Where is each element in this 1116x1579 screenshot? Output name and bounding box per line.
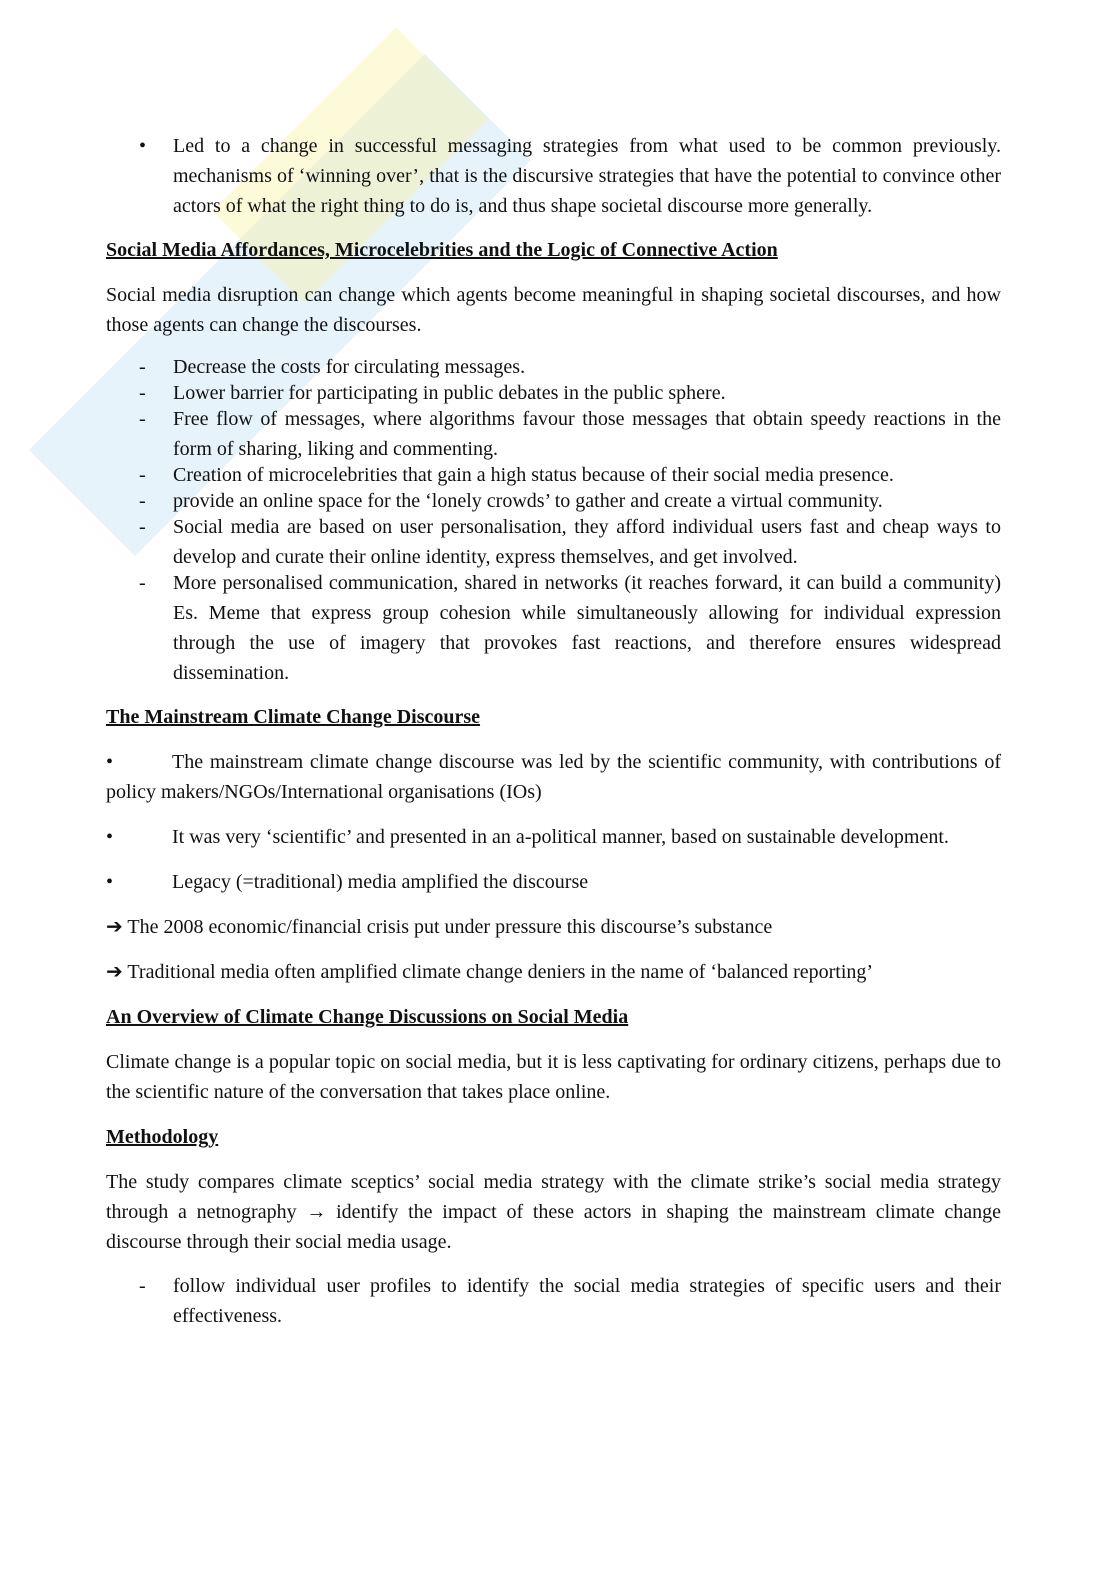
section-heading: An Overview of Climate Change Discussions on Social Media — [106, 1006, 629, 1028]
dash-icon: - — [139, 1275, 146, 1297]
list-item-text: Decrease the costs for circulating messages. — [173, 356, 526, 378]
list-item-text: Creation of microcelebrities that gain a high status because of their social media presence. — [173, 464, 894, 486]
arrow-icon: ➔ — [106, 916, 123, 938]
paragraph-text: The study compares climate sceptics’ social media strategy with the climate strike’s social media strategy through a netnography — [106, 1171, 1001, 1223]
list-item-text: Social media are based on user personalisation, they afford individual users fast and cheap ways to develop and curate their online identity, express themselves, and get involved. — [173, 516, 1001, 568]
arrow-icon: ➔ — [106, 961, 123, 983]
list-item-text: Led to a change in successful messaging strategies from what used to be common previously. mechanisms of ‘winning over’, that is the discursive strategies that have the potential to convince other actors of what the right thing to do is, and thus shape societal discourse more generally. — [173, 135, 1001, 217]
dash-icon: - — [139, 516, 146, 538]
paragraph-text: It was very ‘scientific’ and presented in an a-political manner, based on sustainable development. — [172, 826, 949, 848]
paragraph-text: The mainstream climate change discourse was led by the scientific community, with contributions of policy makers/NGOs/International organisations (IOs) — [106, 751, 1001, 803]
list-item — [106, 512, 1001, 572]
bullet-icon: • — [106, 871, 114, 893]
list-item-text: Lower barrier for participating in public debates in the public sphere. — [173, 382, 726, 404]
bullet-icon: • — [139, 135, 147, 157]
list-item — [106, 1271, 1001, 1331]
paragraph — [106, 867, 1001, 897]
paragraph — [106, 912, 1001, 942]
dash-icon: - — [139, 464, 146, 486]
list-item — [106, 131, 1001, 221]
paragraph — [106, 747, 1001, 807]
list-item — [106, 568, 1001, 688]
paragraph — [106, 822, 1001, 852]
dash-icon: - — [139, 490, 146, 512]
paragraph-text: Traditional media often amplified climate change deniers in the name of ‘balanced reporting’ — [127, 961, 874, 983]
arrow-icon: → — [306, 1201, 327, 1223]
affordances-list — [106, 352, 1001, 688]
paragraph-text: identify the impact of these actors in shaping the mainstream climate change discourse through their social media usage. — [106, 1201, 1001, 1253]
dash-icon: - — [139, 356, 146, 378]
section-heading: Social Media Affordances, Microcelebrities and the Logic of Connective Action — [106, 239, 778, 261]
list-item-text: provide an online space for the ‘lonely crowds’ to gather and create a virtual community. — [173, 490, 883, 512]
dash-icon: - — [139, 572, 146, 594]
dash-icon: - — [139, 408, 146, 430]
list-item-text: follow individual user profiles to identify the social media strategies of specific users and their effectiveness. — [173, 1275, 1001, 1327]
paragraph-text: The 2008 economic/financial crisis put under pressure this discourse’s substance — [127, 916, 773, 938]
dash-icon: - — [139, 382, 146, 404]
list-item-text: More personalised communication, shared in networks (it reaches forward, it can build a community) Es. Meme that express group cohesion while simultaneously allowing for individual expression through the use of imagery that provokes fast reactions, and therefore ensures widespread dissemination. — [173, 572, 1001, 684]
paragraph: Climate change is a popular topic on social media, but it is less captivating for ordinary citizens, perhaps due to the scientific nature of the conversation that takes place online. — [106, 1051, 1001, 1103]
document-body — [106, 131, 1001, 1331]
paragraph — [106, 957, 1001, 987]
paragraph-text: Legacy (=traditional) media amplified the discourse — [172, 871, 589, 893]
section-heading: The Mainstream Climate Change Discourse — [106, 706, 481, 728]
paragraph: Social media disruption can change which agents become meaningful in shaping societal discourses, and how those agents can change the discourses. — [106, 284, 1001, 336]
intro-list — [106, 131, 1001, 221]
section-heading: Methodology — [106, 1126, 219, 1148]
list-item-text: Free flow of messages, where algorithms favour those messages that obtain speedy reactions in the form of sharing, liking and commenting. — [173, 408, 1001, 460]
list-item — [106, 404, 1001, 464]
methodology-list — [106, 1271, 1001, 1331]
bullet-icon: • — [106, 826, 114, 848]
bullet-icon: • — [106, 751, 114, 773]
paragraph — [106, 1167, 1001, 1257]
